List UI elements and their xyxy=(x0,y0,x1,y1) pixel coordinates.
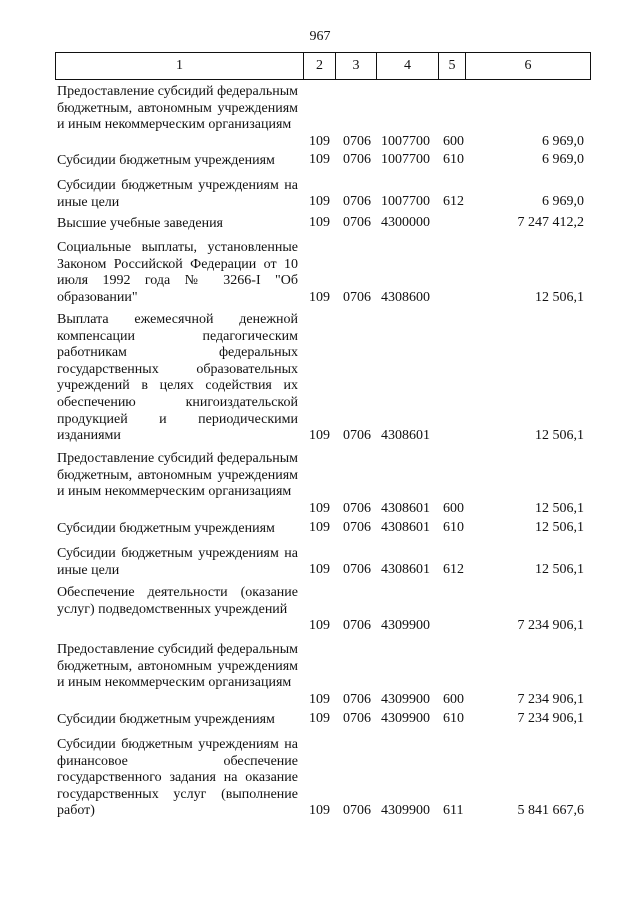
table-row xyxy=(0,546,640,579)
column-header-2: 2 xyxy=(304,53,336,80)
row-amount: 7 234 906,1 xyxy=(517,711,584,727)
row-code-section: 0706 xyxy=(343,194,371,210)
row-code-admin: 109 xyxy=(309,215,330,231)
row-code-admin: 109 xyxy=(309,692,330,708)
row-amount: 12 506,1 xyxy=(535,501,584,517)
row-amount: 12 506,1 xyxy=(535,290,584,306)
row-name: Предоставление субсидий федеральным бюджетным, автономным учреждениям и иным некоммерческим организациям xyxy=(57,642,298,691)
row-code-target: 4309900 xyxy=(381,692,430,708)
row-code-admin: 109 xyxy=(309,152,330,168)
table-row xyxy=(0,712,640,728)
row-code-admin: 109 xyxy=(309,501,330,517)
row-amount: 12 506,1 xyxy=(535,428,584,444)
table-row xyxy=(0,451,640,518)
row-code-target: 4308601 xyxy=(381,520,430,536)
row-name: Социальные выплаты, установленные Законом Российской Федерации от 10 июля 1992 года № 3266-I "Об образовании" xyxy=(57,240,298,305)
table-row xyxy=(0,153,640,169)
table-row xyxy=(0,585,640,635)
row-name: Субсидии бюджетным учреждениям на финансовое обеспечение государственного задания на оказание государственных услуг (выполнение работ) xyxy=(57,737,298,819)
table-row xyxy=(0,84,640,151)
row-code-section: 0706 xyxy=(343,618,371,634)
table-row xyxy=(0,178,640,211)
row-amount: 7 247 412,2 xyxy=(517,215,584,231)
row-code-section: 0706 xyxy=(343,215,371,231)
row-name: Субсидии бюджетным учреждениям xyxy=(57,153,275,168)
row-code-admin: 109 xyxy=(309,290,330,306)
row-name: Субсидии бюджетным учреждениям xyxy=(57,712,275,727)
row-amount: 7 234 906,1 xyxy=(517,692,584,708)
row-code-target: 4300000 xyxy=(381,215,430,231)
row-code-admin: 109 xyxy=(309,562,330,578)
row-code-target: 1007700 xyxy=(381,134,430,150)
row-code-target: 4309900 xyxy=(381,618,430,634)
column-header-4: 4 xyxy=(377,53,439,80)
row-code-section: 0706 xyxy=(343,152,371,168)
row-code-target: 1007700 xyxy=(381,194,430,210)
row-code-section: 0706 xyxy=(343,428,371,444)
row-code-admin: 109 xyxy=(309,134,330,150)
table-row xyxy=(0,240,640,307)
row-name: Обеспечение деятельности (оказание услуг) подведомственных учреждений xyxy=(57,585,298,617)
row-code-admin: 109 xyxy=(309,428,330,444)
row-code-section: 0706 xyxy=(343,290,371,306)
table-row xyxy=(0,737,640,820)
row-amount: 12 506,1 xyxy=(535,520,584,536)
row-code-expense: 610 xyxy=(443,152,464,168)
row-code-expense: 600 xyxy=(443,501,464,517)
row-code-expense: 610 xyxy=(443,711,464,727)
row-code-admin: 109 xyxy=(309,803,330,819)
column-header-1: 1 xyxy=(56,53,304,80)
row-code-admin: 109 xyxy=(309,194,330,210)
row-code-section: 0706 xyxy=(343,562,371,578)
table-row xyxy=(0,642,640,709)
row-amount: 12 506,1 xyxy=(535,562,584,578)
row-code-target: 1007700 xyxy=(381,152,430,168)
row-code-expense: 611 xyxy=(443,803,464,819)
row-code-section: 0706 xyxy=(343,501,371,517)
table-row xyxy=(0,312,640,445)
row-code-target: 4308601 xyxy=(381,562,430,578)
row-name: Субсидии бюджетным учреждениям xyxy=(57,521,275,536)
row-code-target: 4309900 xyxy=(381,711,430,727)
row-name: Выплата ежемесячной денежной компенсации педагогическим работникам федеральных государственных образовательных учреждений в целях содействия их обеспечению книгоиздательской продукцией и периодическими изданиями xyxy=(57,312,298,444)
row-name: Субсидии бюджетным учреждениям на иные цели xyxy=(57,178,298,210)
row-code-expense: 600 xyxy=(443,134,464,150)
row-code-target: 4308600 xyxy=(381,290,430,306)
row-code-expense: 600 xyxy=(443,692,464,708)
row-amount: 6 969,0 xyxy=(542,134,584,150)
row-name: Предоставление субсидий федеральным бюджетным, автономным учреждениям и иным некоммерческим организациям xyxy=(57,451,298,500)
row-code-expense: 612 xyxy=(443,562,464,578)
row-code-admin: 109 xyxy=(309,520,330,536)
row-code-admin: 109 xyxy=(309,618,330,634)
row-code-section: 0706 xyxy=(343,692,371,708)
row-code-target: 4309900 xyxy=(381,803,430,819)
row-amount: 5 841 667,6 xyxy=(517,803,584,819)
row-name: Высшие учебные заведения xyxy=(57,216,223,231)
column-header-3: 3 xyxy=(336,53,377,80)
column-header-6: 6 xyxy=(466,53,591,80)
row-name: Субсидии бюджетным учреждениям на иные цели xyxy=(57,546,298,578)
row-name: Предоставление субсидий федеральным бюджетным, автономным учреждениям и иным некоммерческим организациям xyxy=(57,84,298,133)
row-code-section: 0706 xyxy=(343,520,371,536)
row-amount: 7 234 906,1 xyxy=(517,618,584,634)
row-amount: 6 969,0 xyxy=(542,194,584,210)
column-header-5: 5 xyxy=(439,53,466,80)
row-code-admin: 109 xyxy=(309,711,330,727)
row-code-section: 0706 xyxy=(343,803,371,819)
row-code-target: 4308601 xyxy=(381,501,430,517)
table-row xyxy=(0,521,640,537)
row-amount: 6 969,0 xyxy=(542,152,584,168)
row-code-section: 0706 xyxy=(343,134,371,150)
row-code-expense: 612 xyxy=(443,194,464,210)
row-code-section: 0706 xyxy=(343,711,371,727)
table-row xyxy=(0,216,640,232)
page-number: 967 xyxy=(309,29,331,44)
row-code-expense: 610 xyxy=(443,520,464,536)
row-code-target: 4308601 xyxy=(381,428,430,444)
